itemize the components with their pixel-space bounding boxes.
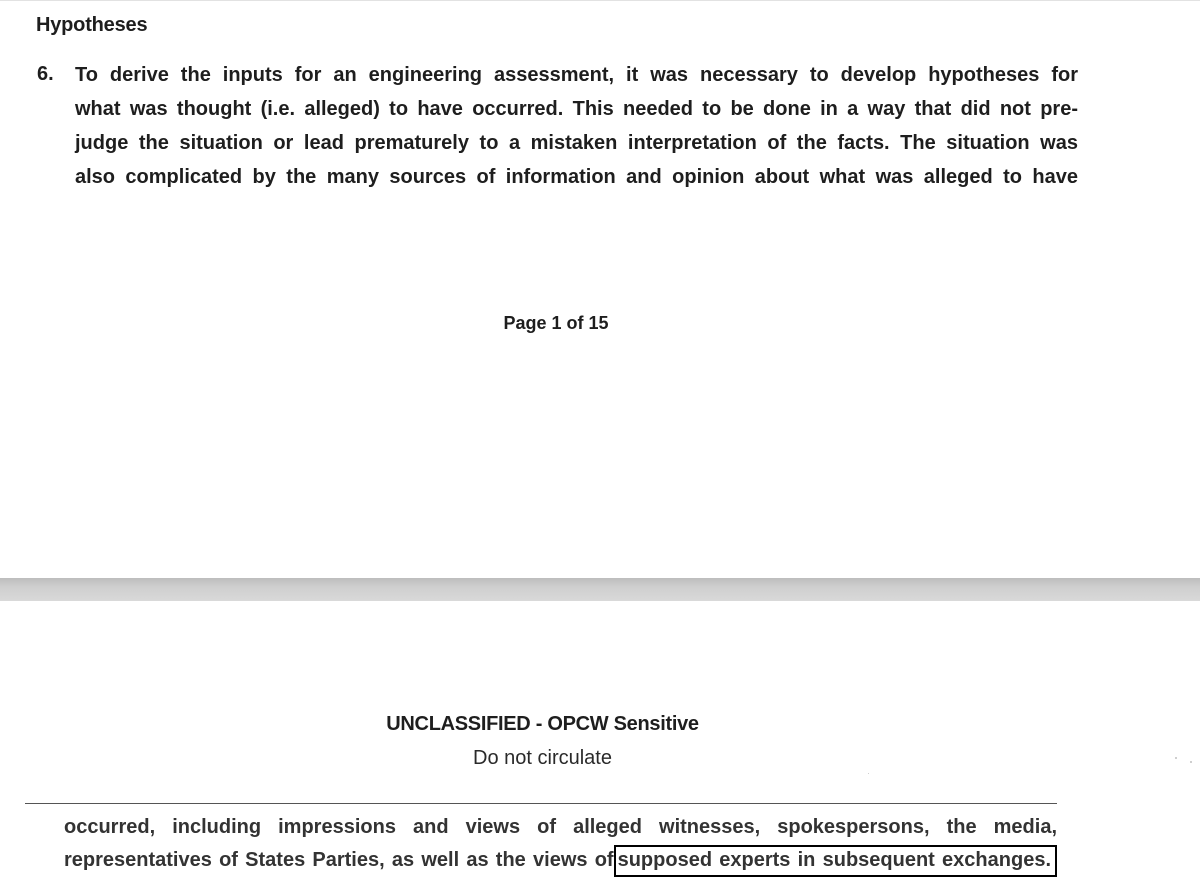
page-number-prefix: Page	[503, 313, 547, 333]
line-2-text: representatives of States Parties, as well as the views of	[64, 849, 614, 871]
scan-speck	[868, 773, 869, 774]
header-rule	[25, 803, 1057, 804]
continued-paragraph-line-1: occurred, including impressions and views of alleged witnesses, spokespersons, the media,	[64, 816, 1057, 838]
paragraph-line-2: what was thought (i.e. alleged) to have occurred. This needed to be done in a way that did not pre-	[75, 98, 1078, 120]
circulation-notice: Do not circulate	[473, 747, 612, 769]
scan-speck	[1175, 757, 1177, 759]
paragraph-line-1: To derive the inputs for an engineering assessment, it was necessary to develop hypotheses for	[75, 64, 1078, 86]
document-page-2	[0, 601, 1200, 890]
page-number	[0, 313, 1112, 334]
page-number-total: 15	[588, 313, 609, 333]
paragraph-line-4: also complicated by the many sources of information and opinion about what was alleged to have	[75, 166, 1078, 188]
scan-speck	[1190, 761, 1192, 763]
page-number-current: 1	[551, 313, 562, 333]
classification-header: UNCLASSIFIED - OPCW Sensitive	[386, 713, 699, 735]
page-number-of: of	[566, 313, 584, 333]
continued-paragraph-line-2	[64, 848, 1057, 872]
highlighted-phrase-box: supposed experts in subsequent exchanges.	[614, 845, 1057, 877]
paragraph-number: 6.	[37, 63, 54, 85]
page-separator	[0, 578, 1200, 601]
paragraph-line-3: judge the situation or lead prematurely to a mistaken interpretation of the facts. The situation was	[75, 132, 1078, 154]
section-heading: Hypotheses	[36, 14, 148, 36]
